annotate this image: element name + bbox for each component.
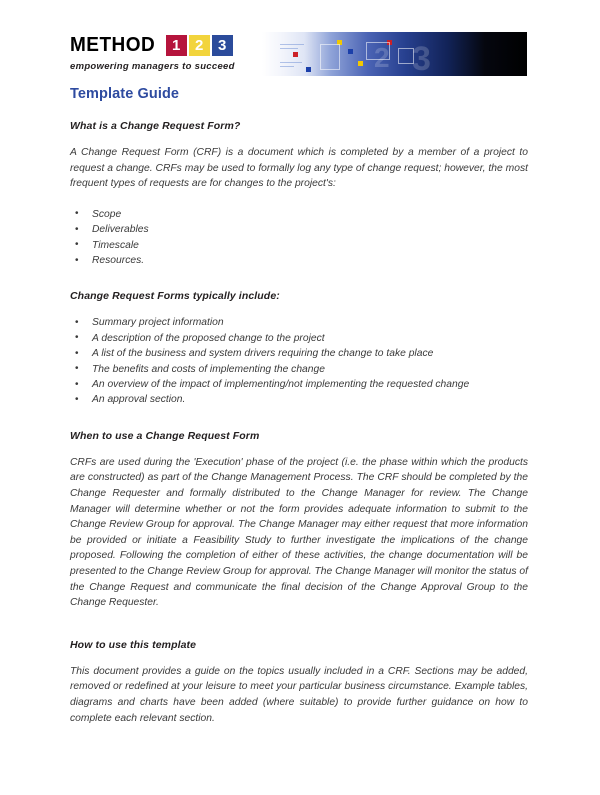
list-item: • Timescale — [70, 238, 528, 253]
logo-wordmark: METHOD — [70, 34, 156, 56]
logo-wordmark-row — [70, 34, 240, 59]
banner-line — [280, 62, 302, 63]
section-paragraph-how-to-use: This document provides a guide on the topics usually included in a CRF. Sections may be added, removed or redefined at your leisure to meet your particular business circumstance. Example tables, diagrams and charts have been added (where suitable) to provide further guidance on how to complete each relevant section. — [70, 665, 528, 724]
list-item: • The benefits and costs of implementing the change — [70, 362, 528, 377]
section-paragraph-when-to-use: CRFs are used during the 'Execution' phase of the project (i.e. the phase within which the products are constructed) as part of the Change Management Process. The CRF should be completed by the Change Requester and formally distributed to the Change Manager for review. The Change Manager will determine whether or not the form provides adequate information to submit to the Change Review Group for approval. The Change Manager may either request that more information be provided or initiate a Feasibility Study to further investigate the implications of the change proposed. Following the completion of either of these activities, the change documentation will be presented to the Change Review Group for approval. The Change Manager will monitor the status of the Change Request and communicate the final decision of the Change Approval Group to the Change Requester. — [70, 456, 528, 609]
list-item: • A list of the business and system drivers requiring the change to take place — [70, 346, 528, 361]
banner-frame — [320, 44, 340, 70]
spacer — [70, 283, 528, 290]
header-banner-image — [262, 32, 527, 76]
logo-square-3-icon: 3 — [212, 35, 233, 56]
list-item: • A description of the proposed change to the project — [70, 331, 528, 346]
banner-chip-icon — [348, 49, 353, 54]
section-heading-typically-include: Change Request Forms typically include: — [70, 290, 280, 303]
logo-square-1-icon: 1 — [166, 35, 187, 56]
list-item: • Deliverables — [70, 222, 528, 237]
section-heading-what-is-crf: What is a Change Request Form? — [70, 120, 241, 132]
logo-square-2-icon: 2 — [189, 35, 210, 56]
list-item: • Summary project information — [70, 315, 528, 330]
spacer — [70, 423, 528, 430]
banner-chip-icon — [293, 52, 298, 57]
banner-line — [280, 48, 298, 49]
section-heading-how-to-use: How to use this template — [70, 638, 197, 651]
list-item: • An overview of the impact of implementing/not implementing the requested change — [70, 377, 528, 392]
method-logo — [70, 34, 240, 76]
banner-chip-icon — [358, 61, 363, 66]
bullet-list-project-aspects — [70, 207, 528, 269]
list-item: • Scope — [70, 207, 528, 222]
page-title: Template Guide — [70, 86, 180, 102]
banner-ghost-digit: 2 — [374, 42, 390, 73]
logo-number-squares — [166, 35, 233, 56]
banner-line — [280, 44, 304, 45]
section-heading-when-to-use: When to use a Change Request Form — [70, 429, 260, 442]
section-paragraph-what-is-crf: A Change Request Form (CRF) is a document which is completed by a member of a project to request a change. CRFs may be used to formally log any type of change request; however, the most frequent types of requests are for changes to the project's: — [70, 147, 528, 190]
banner-line — [280, 66, 294, 67]
list-item: • An approval section. — [70, 392, 528, 407]
logo-tagline: empowering managers to succeed — [70, 61, 235, 72]
banner-chip-icon — [306, 67, 311, 72]
page-header — [0, 28, 600, 80]
banner-ghost-digit: 3 — [412, 40, 431, 76]
bullet-list-crf-contents — [70, 315, 528, 407]
document-body — [70, 86, 528, 741]
spacer — [70, 626, 528, 639]
list-item: • Resources. — [70, 253, 528, 268]
